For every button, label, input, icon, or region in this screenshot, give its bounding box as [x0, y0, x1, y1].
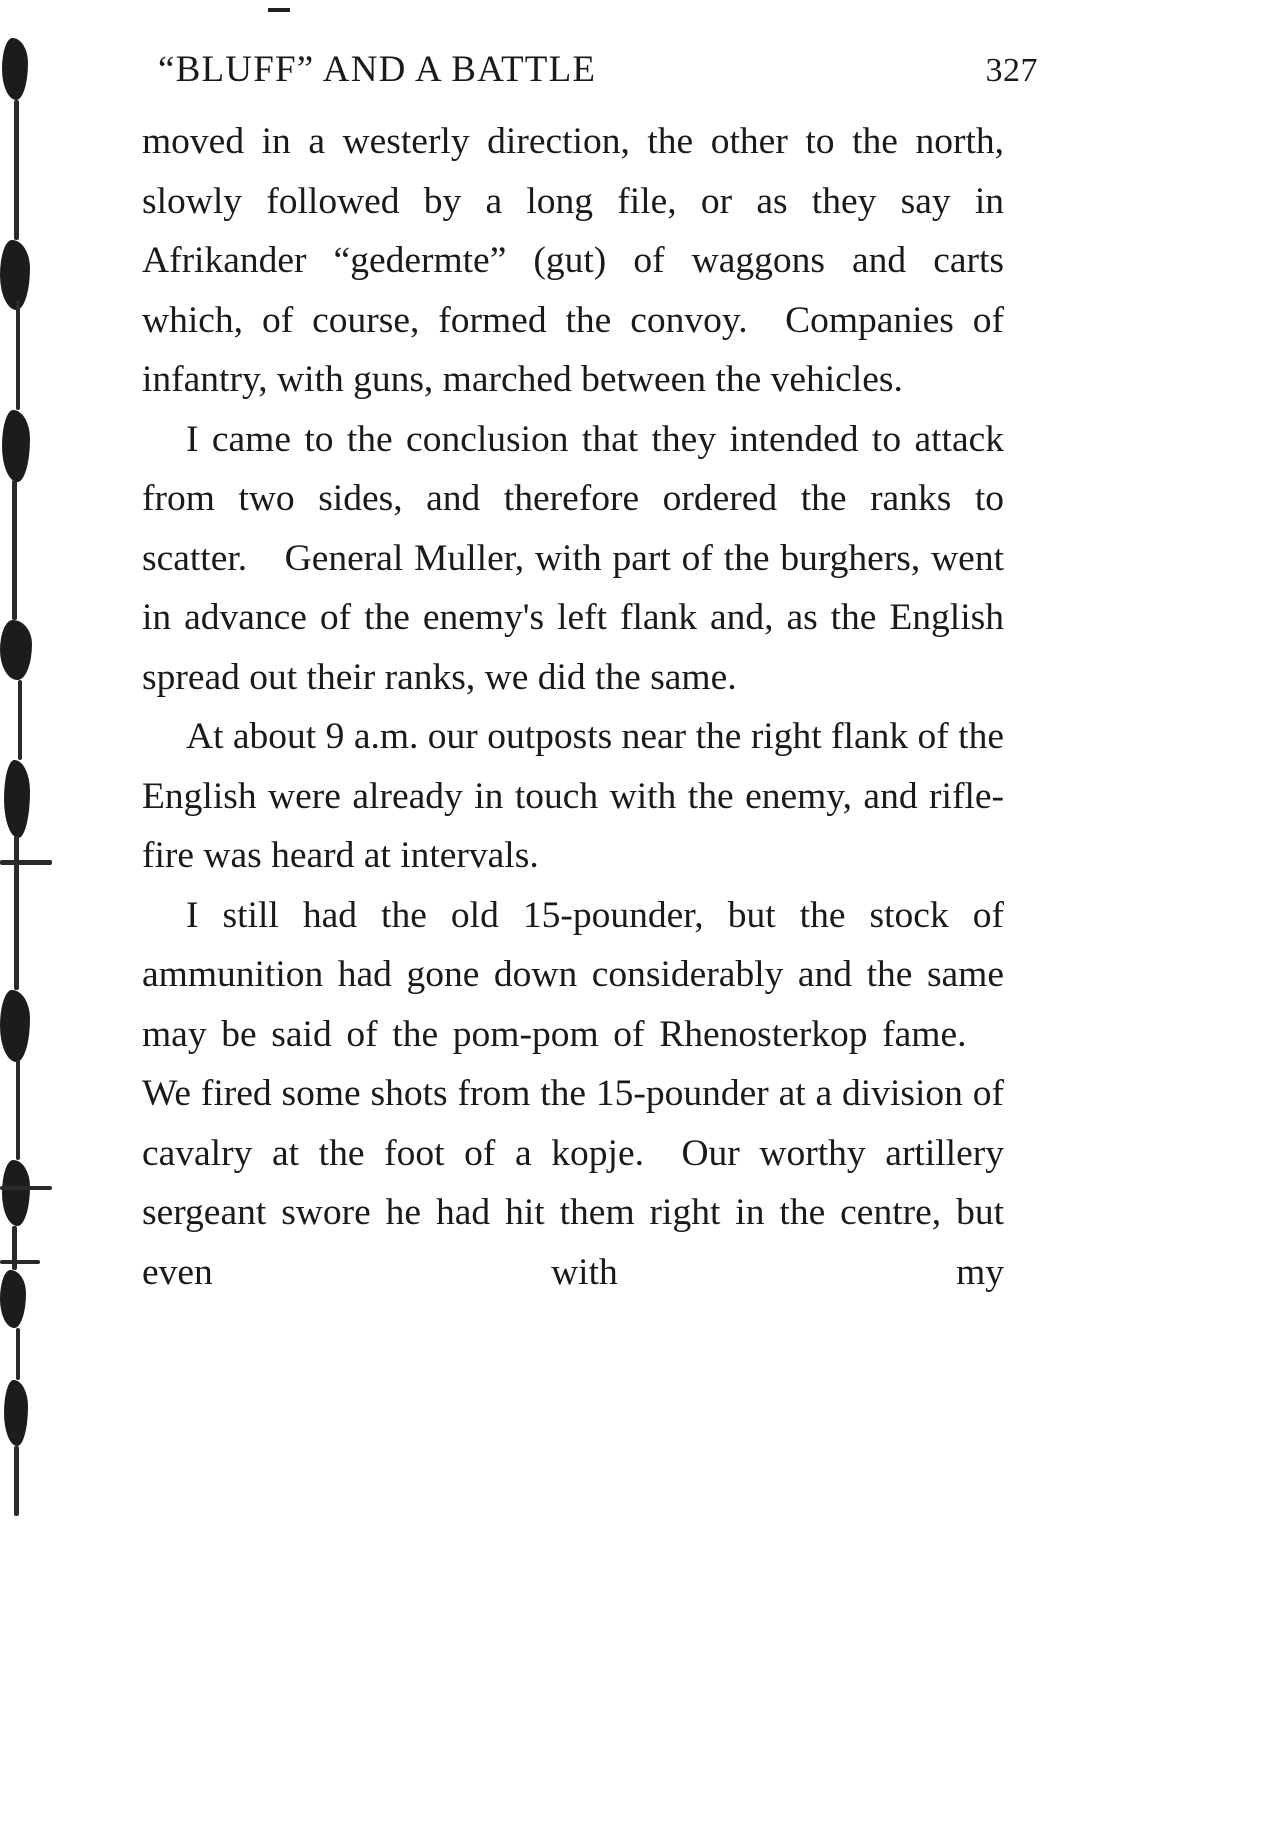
page-body-text	[142, 112, 1004, 1362]
running-head-title: “BLUFF” AND A BATTLE	[158, 49, 597, 90]
paragraph: I came to the conclusion that they intended to attack from two sides, and therefore ordered the ranks to scatter. General Muller, with part of the burghers, went in advance of the enemy's left flank and, as the English spread out their ranks, we did the same.	[142, 418, 1004, 698]
paragraph: At about 9 a.m. our outposts near the right flank of the English were already in touch with the enemy, and rifle-fire was heard at intervals.	[142, 716, 1004, 876]
scan-edge-artifacts	[0, 0, 52, 1844]
page-number: 327	[985, 52, 1038, 89]
paragraph: moved in a westerly direction, the other to the north, slowly followed by a long file, or as they say in Afrikander “gedermte” (gut) of waggons and carts which, of course, formed the convoy. Companies of infantry, with guns, marched between the vehicles.	[142, 121, 1004, 400]
page-header	[158, 48, 1038, 91]
paragraph: I still had the old 15-pounder, but the stock of ammunition had gone down considerably and the same may be said of the pom-pom of Rhenosterkop fame. We fired some shots from the 15-pounder at a division of cavalry at the foot of a kopje. Our worthy artillery sergeant swore he had hit them right in the centre, but even with my	[142, 894, 1004, 1293]
page-top-tick-mark	[268, 8, 290, 12]
